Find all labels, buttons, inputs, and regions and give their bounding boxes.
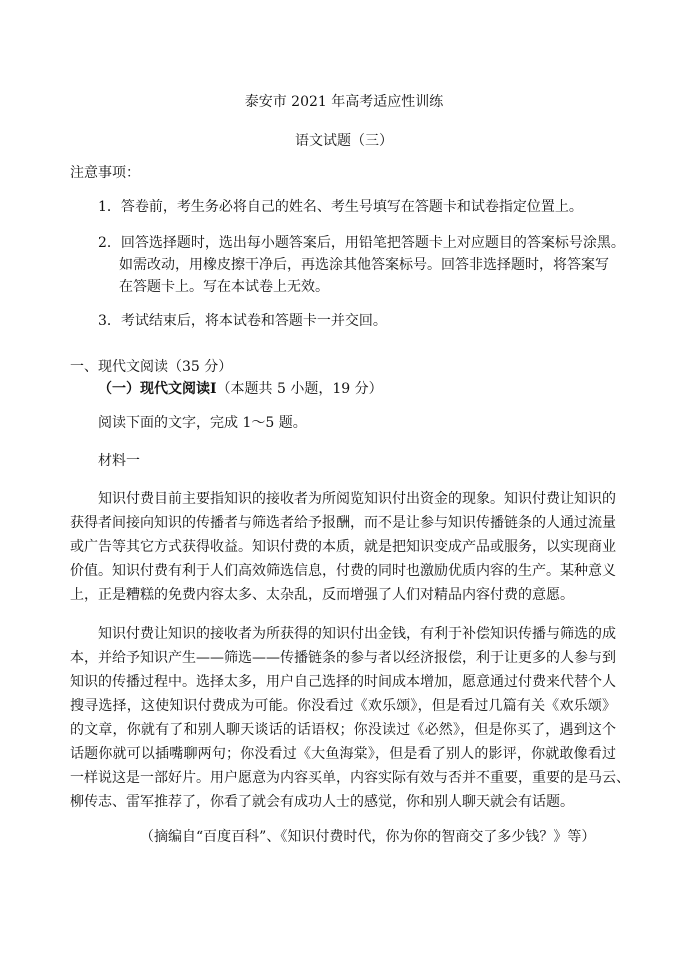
paragraph-2-line: 知识的传播过程中。选择太多，用户自己选择的时间成本增加，愿意通过付费来代替个人 (70, 674, 616, 690)
notice-item-2-line-3: 在答题卡上。写在本试卷上无效。 (119, 279, 329, 295)
material-label: 材料一 (98, 453, 140, 469)
source-citation: （摘编自“百度百科”、《知识付费时代，你为你的智商交了多少钱？》等） (140, 829, 596, 845)
paragraph-1-line: 获得者间接向知识的传播者与筛选者给予报酬，而不是让参与知识传播链条的人通过流量 (70, 515, 616, 531)
paragraph-1-line: 价值。知识付费有利于人们高效筛选信息，付费的同时也激励优质内容的生产。某种意义 (70, 563, 616, 579)
notice-heading: 注意事项： (70, 165, 140, 181)
reading-instruction: 阅读下面的文字，完成 1～5 题。 (98, 415, 307, 431)
subsection-title: （一）现代文阅读Ⅰ (98, 381, 217, 397)
paragraph-1-line: 上，正是糟糕的免费内容太多、太杂乱，反而增强了人们对精品内容付费的意愿。 (70, 587, 574, 603)
notice-item-3: 3．考试结束后，将本试卷和答题卡一并交回。 (98, 313, 387, 329)
exam-title: 泰安市 2021 年高考适应性训练 (244, 94, 444, 110)
section-heading: 一、现代文阅读（35 分） (70, 359, 233, 375)
exam-subtitle: 语文试题（三） (295, 133, 393, 149)
notice-item-2-line-2: 如需改动，用橡皮擦干净后，再选涂其他答案标号。回答非选择题时，将答案写 (119, 257, 609, 273)
paragraph-2-line: 柳传志、雷军推荐了，你看了就会有成功人士的感觉，你和别人聊天就会有话题。 (70, 794, 574, 810)
paragraph-2-line: 搜寻选择，这使知识付费成为可能。你没看过《欢乐颂》，但是看过几篇有关《欢乐颂》 (70, 698, 616, 714)
notice-item-1: 1．答卷前，考生务必将自己的姓名、考生号填写在答题卡和试卷指定位置上。 (98, 199, 583, 215)
paragraph-2-line: 一样说这是一部好片。用户愿意为内容买单，内容实际有效与否并不重要，重要的是马云、 (70, 770, 630, 786)
paragraph-1-line: 或广告等其它方式获得收益。知识付费的本质，就是把知识变成产品或服务，以实现商业 (70, 539, 616, 555)
paragraph-1-line: 知识付费目前主要指知识的接收者为所阅览知识付出资金的现象。知识付费让知识的 (98, 491, 616, 507)
paragraph-2-line: 知识付费让知识的接收者为所获得的知识付出金钱，有利于补偿知识传播与筛选的成 (98, 626, 616, 642)
paragraph-2-line: 的文章，你就有了和别人聊天谈话的话语权；你没读过《必然》，但是你买了，遇到这个 (70, 722, 616, 738)
subsection-heading (98, 379, 383, 399)
paragraph-2-line: 话题你就可以插嘴聊两句；你没看过《大鱼海棠》，但是看了别人的影评，你就敢像看过 (70, 746, 616, 762)
notice-item-2-line-1: 2．回答选择题时，选出每小题答案后，用铅笔把答题卡上对应题目的答案标号涂黑。 (98, 235, 625, 251)
paragraph-2-line: 本，并给予知识产生——筛选——传播链条的参与者以经济报偿，利于让更多的人参与到 (70, 650, 616, 666)
subsection-meta: （本题共 5 小题，19 分） (216, 381, 383, 397)
